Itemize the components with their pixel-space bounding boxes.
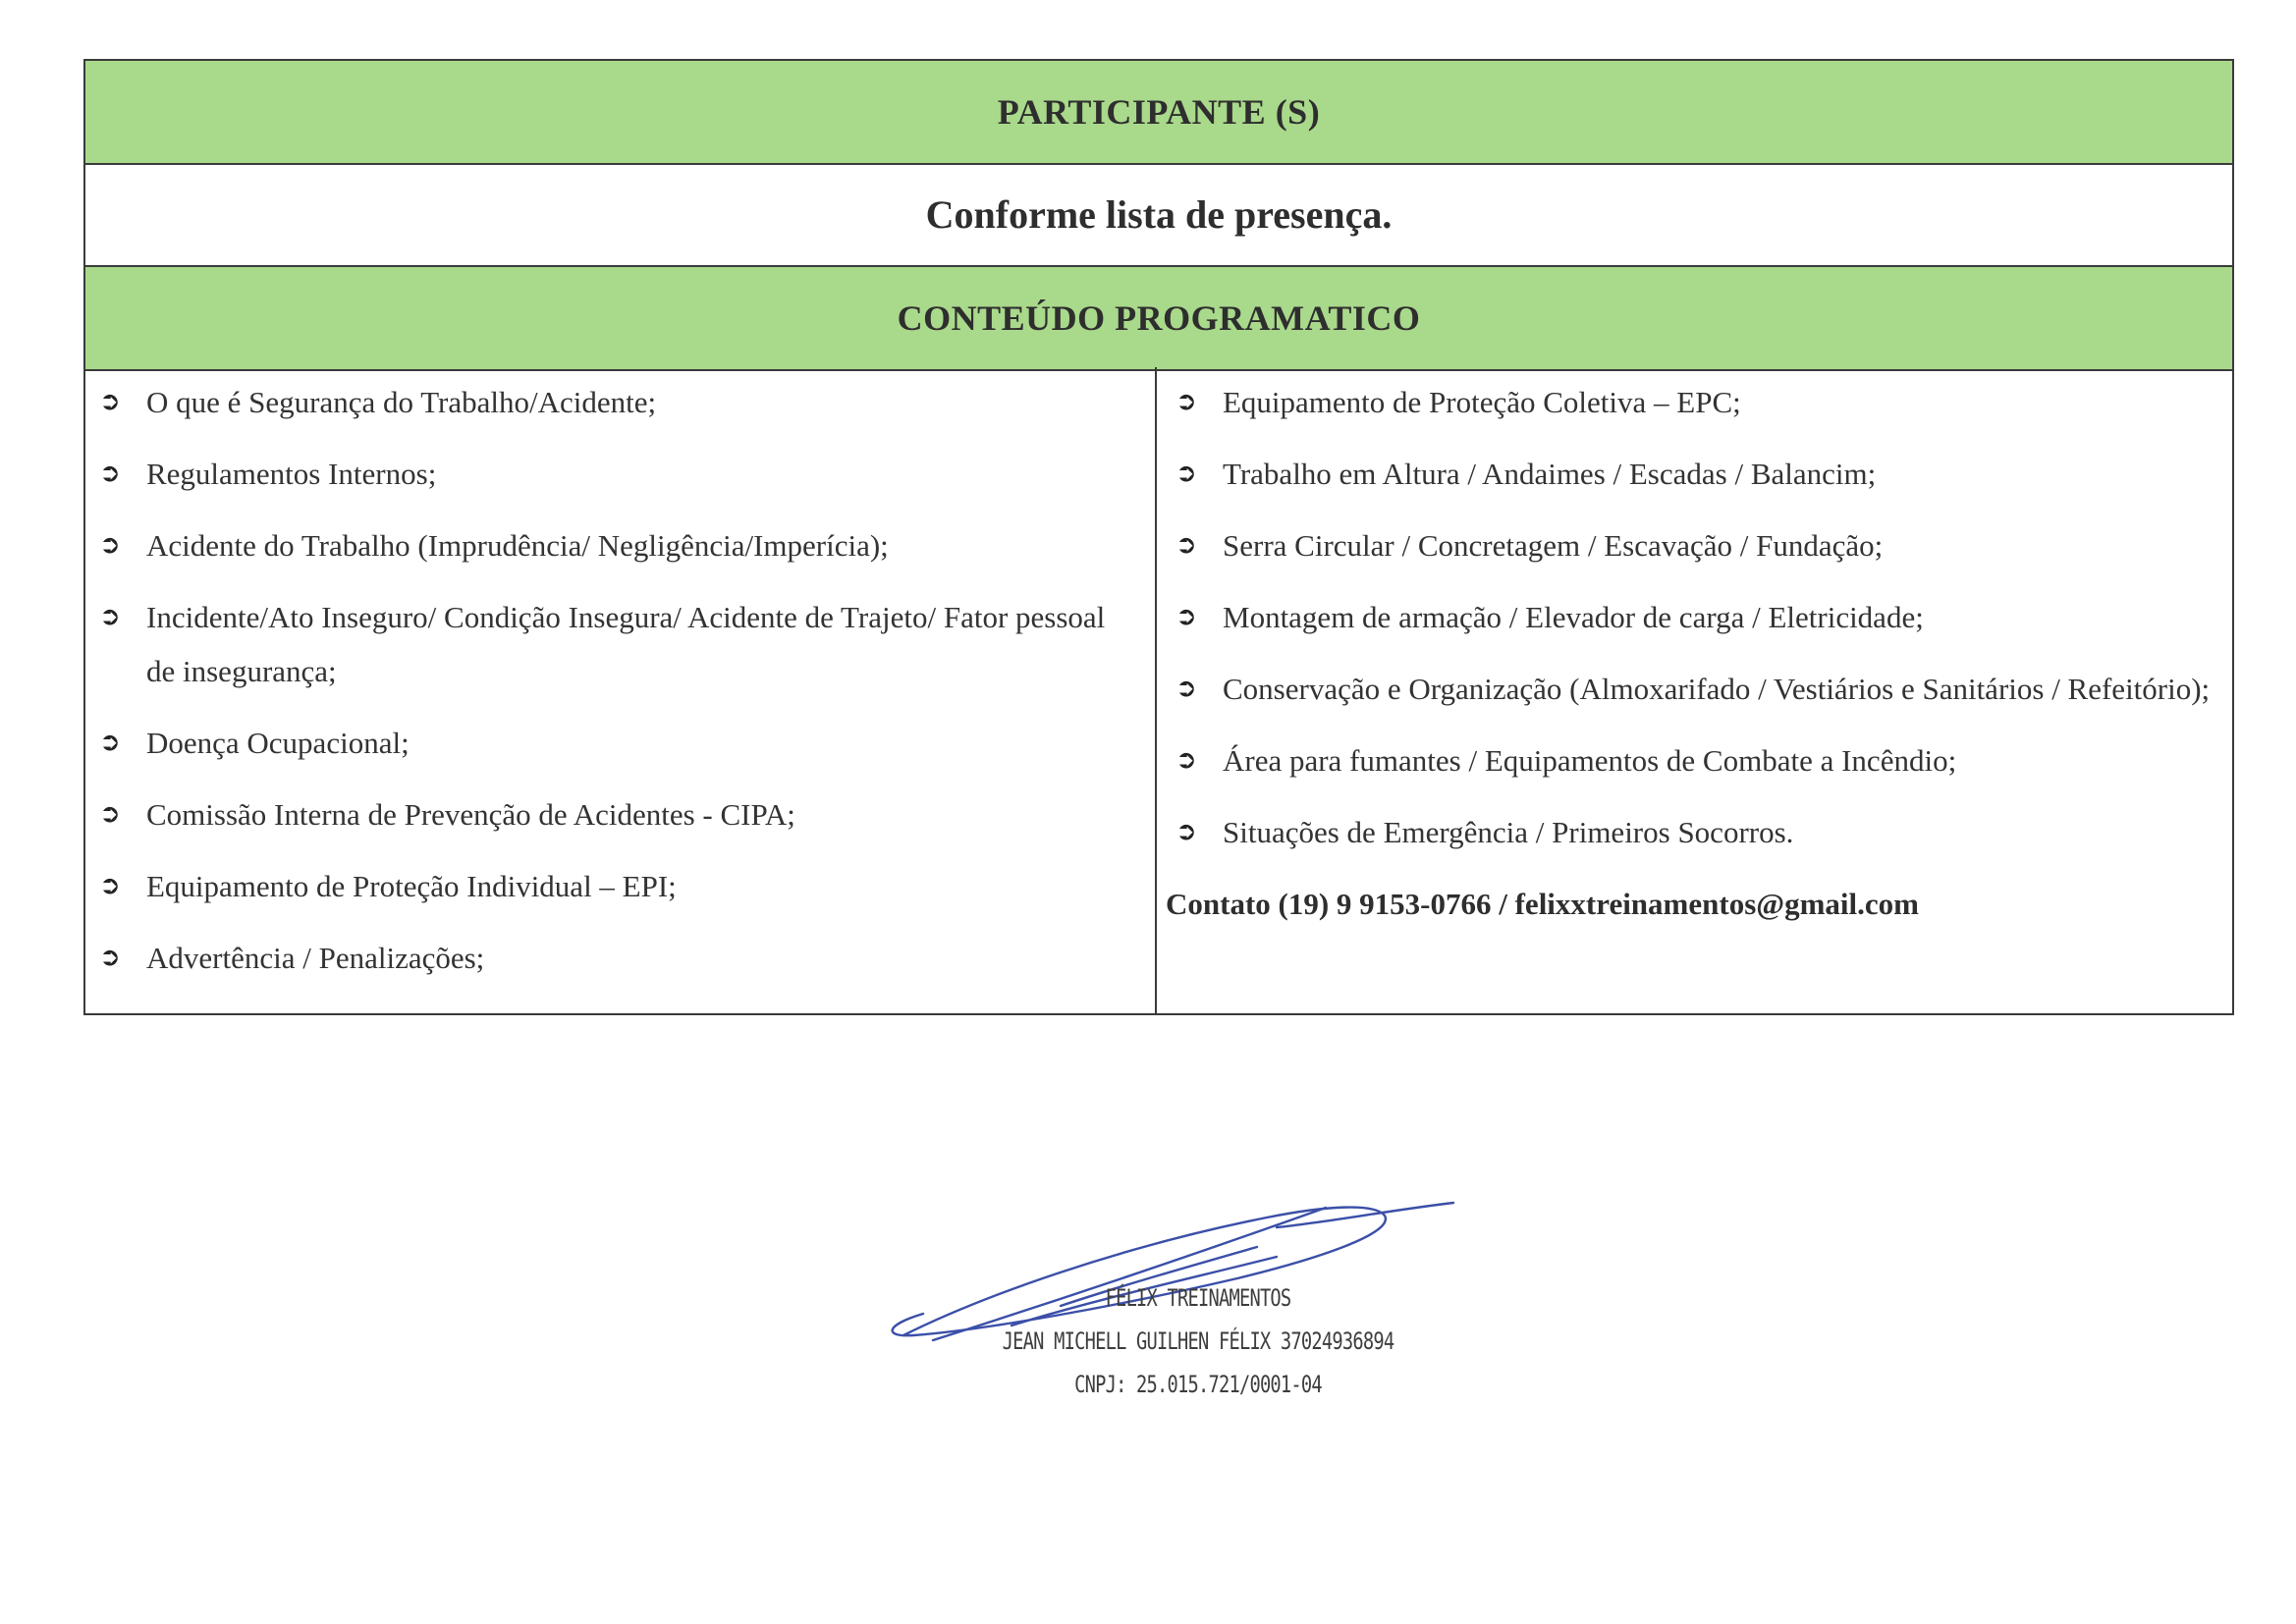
arrow-right-circle-icon: ➲ [99, 530, 121, 560]
contact-info: Contato (19) 9 9153-0766 / felixxtreinamentos@gmail.com [1166, 887, 1919, 921]
topic-item-text: Advertência / Penalizações; [146, 941, 485, 975]
topic-item [99, 447, 1140, 501]
program-content-header: CONTEÚDO PROGRAMATICO [85, 265, 2232, 371]
topic-item [99, 931, 1140, 985]
left-topic-list [99, 375, 1140, 1002]
topic-item-text: O que é Segurança do Trabalho/Acidente; [146, 385, 657, 419]
topic-item-text: Conservação e Organização (Almoxarifado / Vestiários e Sanitários / Refeitório); [1223, 672, 2211, 706]
arrow-right-circle-icon: ➲ [99, 943, 121, 972]
content-table [83, 59, 2234, 1015]
arrow-right-circle-icon: ➲ [99, 871, 121, 900]
topic-item-text: Doença Ocupacional; [146, 726, 410, 760]
topic-item-text: Incidente/Ato Inseguro/ Condição Insegura/ Acidente de Trajeto/ Fator pessoal de insegurança; [146, 600, 1106, 688]
arrow-right-circle-icon: ➲ [99, 459, 121, 488]
arrow-right-circle-icon: ➲ [99, 799, 121, 829]
arrow-right-circle-icon: ➲ [1175, 387, 1197, 416]
arrow-right-circle-icon: ➲ [1175, 459, 1197, 488]
topic-item [99, 716, 1140, 770]
topic-item [1175, 805, 2226, 859]
topic-item-text: Área para fumantes / Equipamentos de Combate a Incêndio; [1223, 743, 1957, 778]
topic-item [1175, 662, 2226, 716]
topic-item-text: Acidente do Trabalho (Imprudência/ Negligência/Imperícia); [146, 528, 889, 563]
stamp-company-name: FÉLIX TREINAMENTOS [1105, 1284, 1291, 1312]
topic-item [99, 859, 1140, 913]
arrow-right-circle-icon: ➲ [99, 387, 121, 416]
arrow-right-circle-icon: ➲ [1175, 674, 1197, 703]
topic-item-text: Situações de Emergência / Primeiros Socorros. [1223, 815, 1794, 849]
arrow-right-circle-icon: ➲ [1175, 530, 1197, 560]
topic-item [99, 590, 1140, 698]
topic-item [99, 375, 1140, 429]
topic-item-text: Equipamento de Proteção Coletiva – EPC; [1223, 385, 1741, 419]
topic-item [1175, 518, 2226, 572]
arrow-right-circle-icon: ➲ [99, 728, 121, 757]
arrow-right-circle-icon: ➲ [1175, 817, 1197, 846]
column-divider [1155, 367, 1157, 1015]
topic-item [1175, 590, 2226, 644]
topic-item [1175, 733, 2226, 787]
arrow-right-circle-icon: ➲ [1175, 745, 1197, 775]
topic-item [1175, 447, 2226, 501]
topic-item [99, 787, 1140, 841]
topic-item [1175, 375, 2226, 429]
stamp-cnpj: CNPJ: 25.015.721/0001-04 [1074, 1371, 1322, 1398]
topic-item-text: Equipamento de Proteção Individual – EPI; [146, 869, 677, 903]
arrow-right-circle-icon: ➲ [99, 602, 121, 631]
topic-item-text: Regulamentos Internos; [146, 457, 437, 491]
topic-item-text: Montagem de armação / Elevador de carga / Eletricidade; [1223, 600, 1924, 634]
arrow-right-circle-icon: ➲ [1175, 602, 1197, 631]
stamp-owner-name: JEAN MICHELL GUILHEN FÉLIX 37024936894 [1002, 1327, 1394, 1355]
topic-item-text: Serra Circular / Concretagem / Escavação / Fundação; [1223, 528, 1884, 563]
topic-item [99, 518, 1140, 572]
participants-text: Conforme lista de presença. [925, 191, 1393, 237]
topic-item-text: Comissão Interna de Prevenção de Acidentes - CIPA; [146, 797, 795, 832]
program-content-body [85, 367, 2232, 1015]
participants-header: PARTICIPANTE (S) [85, 61, 2232, 165]
company-stamp [999, 1276, 1397, 1406]
topic-item-text: Trabalho em Altura / Andaimes / Escadas / Balancim; [1223, 457, 1877, 491]
right-topic-list [1166, 375, 2226, 931]
